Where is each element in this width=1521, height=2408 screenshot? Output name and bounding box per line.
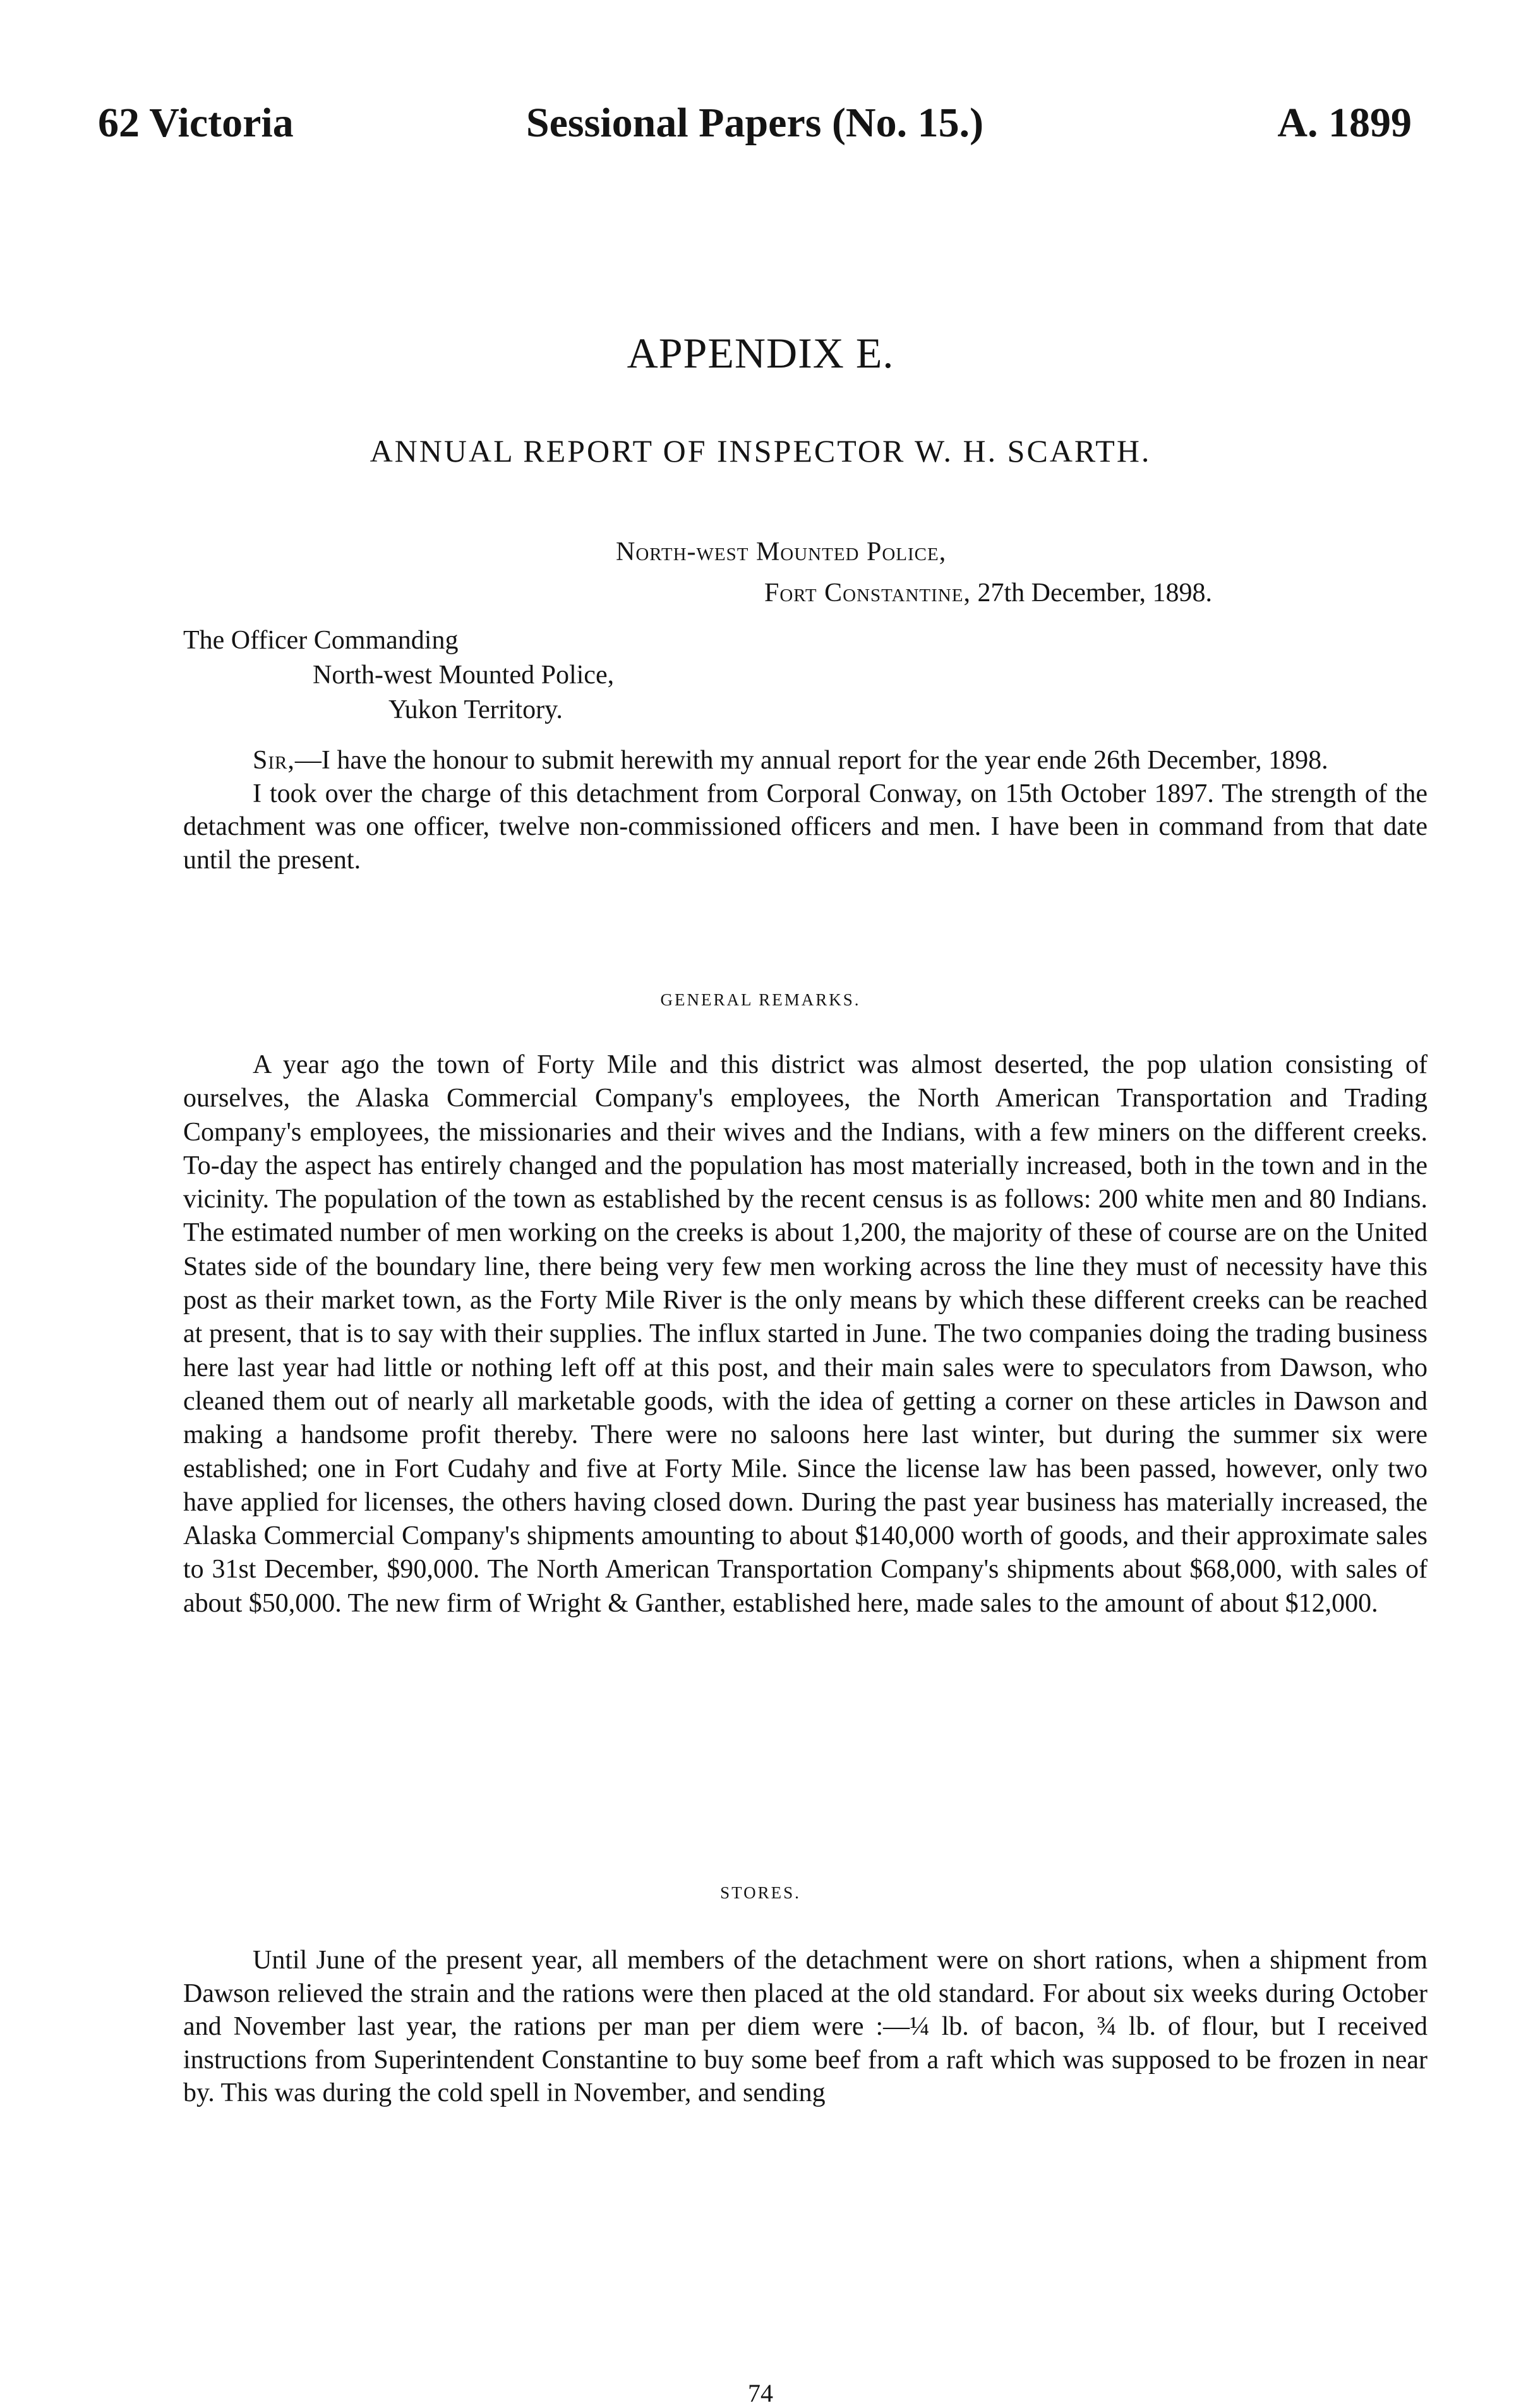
page-number: 74 <box>748 2379 773 2407</box>
addressee-line-2: North-west Mounted Police, <box>313 661 615 690</box>
running-head-center: Sessional Papers (No. 15.) <box>526 100 984 146</box>
general-remarks-paragraph: A year ago the town of Forty Mile and this district was almost deserted, the pop ulation consisting of ourselves, the Alaska Commercial Company's employees, the North American Transportation and Trading Company's employees, the missionaries and their wives and the Indians, with a few miners on the different creeks. To-day the aspect has entirely changed and the population has most materially increased, both in the town and in the vicinity. The population of the town as established by the recent census is as follows: 200 white men and 80 Indians. The estimated number of men working on the creeks is about 1,200, the majority of these of course are on the United States side of the boundary line, there being very few men working across the line they must of necessity have this post as their market town, as the Forty Mile River is the only means by which these different creeks can be reached at present, that is to say with their supplies. The influx started in June. The two companies doing the trading business here last year had little or nothing left off at this post, and their main sales were to speculators from Dawson, who cleaned them out of nearly all marketable goods, with the idea of getting a corner on these articles in Dawson and making a handsome profit thereby. There were no saloons here last winter, but during the summer six were established; one in Fort Cudahy and five at Forty Mile. Since the license law has been passed, however, only two have applied for licenses, the others having closed down. During the past year business has materially increased, the Alaska Commercial Company's shipments amounting to about $140,000 worth of goods, and their approximate sales to 31st December, $90,000. The North American Transportation Company's shipments about $68,000, with sales of about $50,000. The new firm of Wright & Ganther, established here, made sales to the amount of about $12,000. <box>183 1050 1428 1618</box>
addressee-line-1: The Officer Commanding <box>183 626 459 655</box>
letterhead-organization: North-west Mounted Police, <box>616 537 947 566</box>
section-general-remarks <box>183 1048 1428 1620</box>
running-head-left: 62 Victoria <box>98 100 294 146</box>
letterhead-date: 27th December, 1898. <box>977 578 1212 608</box>
section-heading-stores: STORES. <box>720 1883 801 1902</box>
report-title: ANNUAL REPORT OF INSPECTOR W. H. SCARTH. <box>370 433 1151 469</box>
section-stores <box>183 1944 1428 2110</box>
running-head <box>98 98 1412 148</box>
intro-text <box>183 744 1428 877</box>
appendix-title: APPENDIX E. <box>627 329 894 377</box>
stores-paragraph: Until June of the present year, all members of the detachment were on short rations, when a shipment from Dawson relieved the strain and the rations were then placed at the old standard. For about six weeks during October and November last year, the rations per man per diem were :—¼ lb. of bacon, ¾ lb. of flour, but I received instructions from Superintendent Constantine to buy some beef from a raft which was supposed to be frozen in near by. This was during the cold spell in November, and sending <box>183 1946 1428 2107</box>
letterhead-place: Fort Constantine, <box>764 578 971 608</box>
letterhead-place-date <box>764 578 1212 608</box>
intro-paragraph-1-text: —I have the honour to submit herewith my annual report for the year ende 26th December, 1898. <box>294 746 1328 775</box>
addressee-line-3: Yukon Territory. <box>388 695 563 724</box>
salutation: Sir, <box>253 746 295 775</box>
running-head-right: A. 1899 <box>1277 100 1412 146</box>
intro-paragraph-2: I took over the charge of this detachment from Corporal Conway, on 15th October 1897. The strength of the detachment was one officer, twelve non-commissioned officers and men. I have been in command from that date until the present. <box>183 779 1428 875</box>
intro-paragraph-1 <box>183 744 1428 777</box>
section-heading-general-remarks: GENERAL REMARKS. <box>660 990 861 1009</box>
